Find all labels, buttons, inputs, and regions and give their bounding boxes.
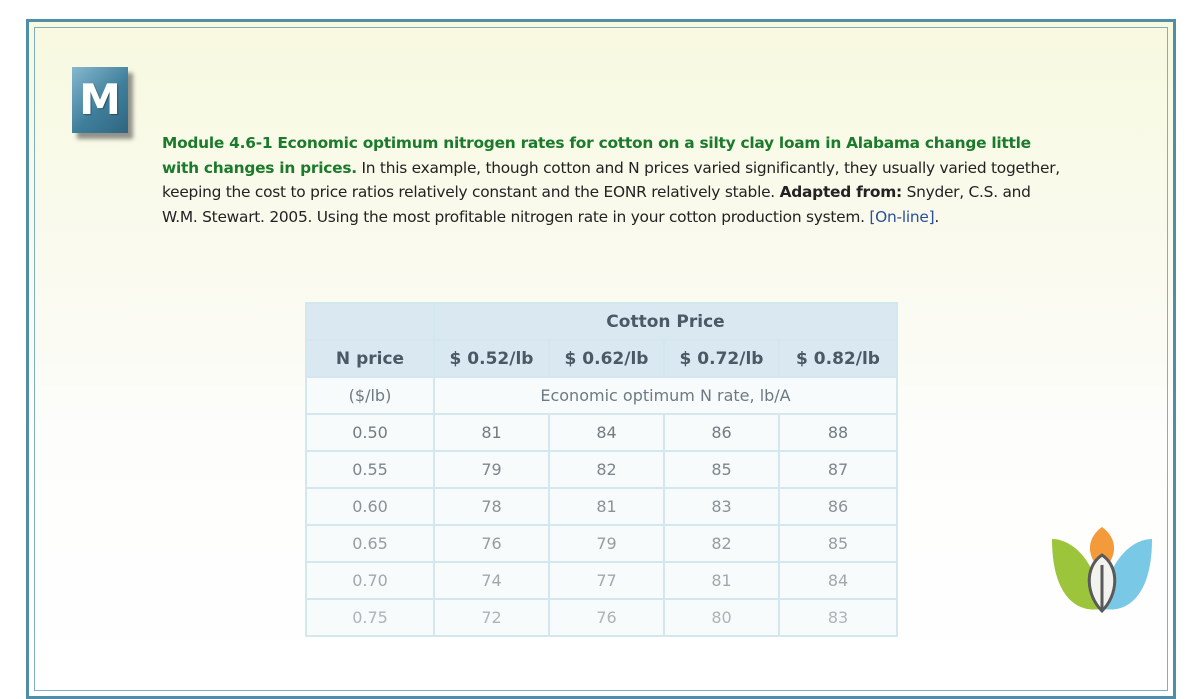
n-price-cell: 0.60 [306,488,434,525]
online-link[interactable]: [On-line] [869,207,935,226]
table-row [306,488,897,525]
eonr-value-cell: 78 [434,488,549,525]
eonr-value-cell: 84 [779,562,897,599]
eonr-value-cell: 86 [779,488,897,525]
lotus-leaf-logo [1050,525,1154,617]
caption-adapted-label: Adapted from: [779,183,902,201]
eonr-value-cell: 84 [549,414,664,451]
eonr-value-cell: 85 [664,451,779,488]
table-row [306,451,897,488]
table-row [306,599,897,636]
eonr-value-cell: 74 [434,562,549,599]
eonr-value-cell: 76 [434,525,549,562]
module-caption [162,131,1062,229]
n-price-cell: 0.50 [306,414,434,451]
eonr-value-cell: 82 [664,525,779,562]
n-price-cell: 0.65 [306,525,434,562]
eonr-value-cell: 77 [549,562,664,599]
price-column-header: $ 0.52/lb [434,340,549,377]
price-column-header: $ 0.62/lb [549,340,664,377]
eonr-value-cell: 82 [549,451,664,488]
eonr-subheader: Economic optimum N rate, lb/A [434,377,897,414]
eonr-value-cell: 86 [664,414,779,451]
eonr-value-cell: 80 [664,599,779,636]
eonr-value-cell: 88 [779,414,897,451]
eonr-value-cell: 81 [434,414,549,451]
table-group-header-row [306,303,897,340]
module-badge-letter: M [79,75,121,124]
eonr-value-cell: 76 [549,599,664,636]
eonr-value-cell: 81 [549,488,664,525]
table-price-header-row [306,340,897,377]
module-badge [72,67,128,133]
caption-end: . [934,207,940,226]
table-row [306,525,897,562]
caption-body: In this example, though cotton and N prices varied significantly, they usually varied together, keeping the cost to price ratios relatively constant and the EONR relatively stable. [162,158,1060,201]
price-column-header: $ 0.82/lb [779,340,897,377]
table-row [306,414,897,451]
eonr-value-cell: 85 [779,525,897,562]
eonr-table [305,302,898,637]
eonr-value-cell: 72 [434,599,549,636]
eonr-value-cell: 79 [549,525,664,562]
n-price-cell: 0.70 [306,562,434,599]
n-price-header: N price [306,340,434,377]
table-row [306,562,897,599]
n-price-cell: 0.75 [306,599,434,636]
eonr-value-cell: 83 [664,488,779,525]
cotton-price-header: Cotton Price [434,303,897,340]
eonr-value-cell: 81 [664,562,779,599]
eonr-value-cell: 87 [779,451,897,488]
table-subheader-row [306,377,897,414]
eonr-value-cell: 79 [434,451,549,488]
table-corner-cell [306,303,434,340]
price-column-header: $ 0.72/lb [664,340,779,377]
caption-title: Module 4.6-1 Economic optimum nitrogen rates for cotton on a silty clay loam in Alabama change little with changes in prices. [162,134,1031,177]
n-price-cell: 0.55 [306,451,434,488]
eonr-value-cell: 83 [779,599,897,636]
n-price-unit: ($/lb) [306,377,434,414]
caption-source: Snyder, C.S. and W.M. Stewart. 2005. Using the most profitable nitrogen rate in your cotton production system. [162,183,1031,226]
